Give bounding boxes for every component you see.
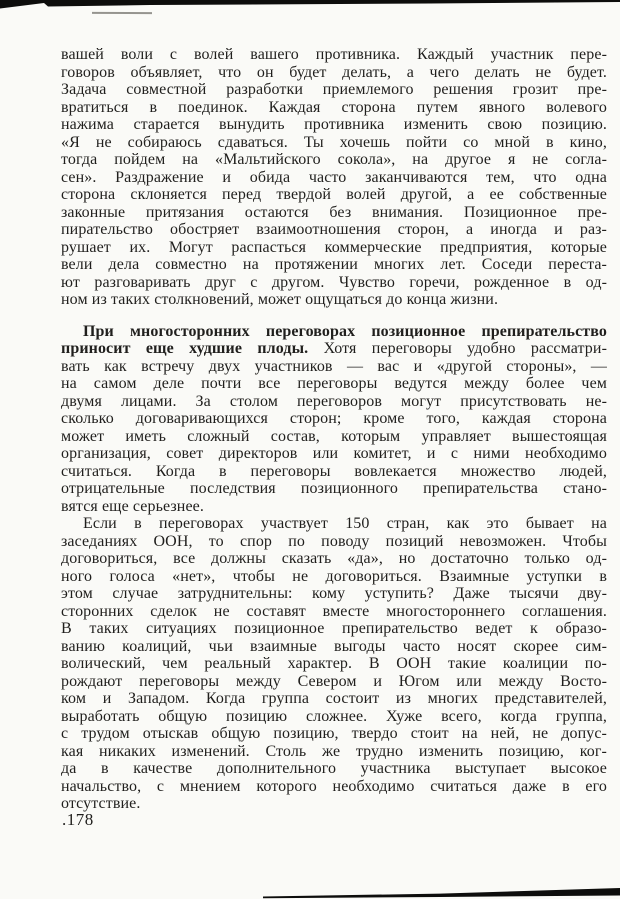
text-run: отрицательные последствия позиционного препирательства стано- [61,480,607,497]
text-run: сторона склоняется перед твердой волей другой, а ее собственные [61,186,607,203]
text-run: Хотя переговоры удобно рассматри- [308,340,607,357]
text-run: с трудом отыскав общую позицию, твердо стоит на ней, не допус- [61,725,607,742]
text-line [61,64,607,82]
text-line [61,99,607,117]
page-number: .178 [62,810,94,829]
paragraph [61,515,607,813]
text-block [61,46,607,813]
text-run: заседаниях ООН, то спор по поводу позиций невозможен. Чтобы [61,532,607,550]
text-line [61,340,607,358]
text-run: «Я не собираюсь сдаваться. Ты хочешь пойти со мной в кино, [61,133,607,151]
text-line [61,620,607,638]
text-line [61,603,607,621]
text-line [61,274,607,292]
text-run: говоров объявляет, что он будет делать, а чего делать не будет. [61,63,607,81]
text-line [61,655,607,673]
paragraph [61,323,607,516]
text-run: ном из таких столкновений, может ощущаться до конца жизни. [61,291,499,308]
text-line [61,778,607,796]
text-run: ют разговаривать друг с другом. Чувство горечи, рожденное в од- [61,273,607,291]
text-run: считаться. Когда в переговоры вовлекается множество людей, [61,462,607,480]
text-run: на самом деле почти все переговоры ведутся между более чем [61,375,607,392]
text-run: может иметь сложный состав, которым управляет вышестоящая [61,427,607,445]
text-run: ного голоса «нет», чтобы не договориться. Взаимные уступки в [61,567,607,585]
text-run: рождают переговоры между Севером и Югом или между Восто- [61,672,607,690]
text-line [61,358,607,376]
text-run: тогда пойдем на «Мальтийского сокола», на другое я не согла- [61,151,607,168]
text-line [61,134,607,152]
text-line [61,81,607,99]
text-run: рушает их. Могут распасться коммерческие предприятия, которые [61,238,607,256]
paragraph [61,46,607,309]
text-line [61,375,607,393]
text-run: вятся еще серьезнее. [61,497,204,515]
text-run: кая никаких изменений. Столь же трудно изменить позицию, ког- [61,742,607,760]
text-line [61,256,607,274]
text-line [61,498,607,516]
text-run: Если в переговорах участвует 150 стран, как это бывает на [83,515,607,532]
text-line [61,760,607,778]
text-line [61,239,607,257]
text-run: организация, совет директоров или комитет, и с ними необходимо [61,445,607,462]
text-run: вратиться в поединок. Каждая сторона путем явного волевого [61,98,607,116]
text-line [61,186,607,204]
text-run: законные притязания остаются без внимания. Позиционное пре- [61,203,607,221]
text-line [61,585,607,603]
text-run: Задача совместной разработки приемлемого решения грозит пре- [61,81,607,98]
text-line [61,550,607,568]
text-line [61,204,607,222]
text-line [61,515,607,533]
text-line [61,708,607,726]
text-line [61,480,607,498]
text-line [61,116,607,134]
text-line [61,393,607,411]
text-run: ванию коалиций, чьи взаимные выгоды часто носят скорее сим- [61,637,607,655]
text-line [61,673,607,691]
text-run: ком и Западом. Когда группа состоит из многих представителей, [61,690,607,707]
text-line [61,221,607,239]
text-run: начальство, с мнением которого необходимо считаться даже в его [61,777,607,795]
scan-artifact-top-dash [92,12,152,14]
text-line [61,445,607,463]
text-run: вели дела совместно на протяжении многих лет. Соседи переста- [61,256,607,273]
text-run: двумя лицами. За столом переговоров могут присутствовать не- [61,392,607,410]
text-run: этом случае затруднительны: кому уступить? Даже тысячи дву- [61,585,607,602]
text-line [61,428,607,446]
text-line [61,743,607,761]
text-run: пирательство обостряет взаимоотношения сторон, а иногда и раз- [61,221,607,238]
text-run: да в качестве дополнительного участника выступает высокое [61,760,607,777]
scan-artifact-bottom-edge [0,886,620,899]
text-line [61,323,607,341]
text-run: сторонних сделок не составят вместе многостороннего соглашения. [61,602,607,620]
text-run: сен». Раздражение и обида часто заканчиваются тем, что одна [61,168,607,186]
text-line [61,638,607,656]
bold-text-run: При многосторонних переговорах позиционное препирательство [83,322,607,340]
text-line [61,291,607,309]
text-line [61,169,607,187]
text-line [61,410,607,428]
scan-artifact-top-edge [0,0,620,10]
text-run: отсутствие. [61,795,141,812]
text-line [61,725,607,743]
text-line [61,46,607,64]
text-line [61,568,607,586]
text-line [61,463,607,481]
text-run: выработать общую позицию сложнее. Хуже всего, когда группа, [61,707,607,725]
text-line [61,151,607,169]
text-run: В таких ситуациях позиционное препирательство ведет к образо- [61,620,607,637]
text-line [61,533,607,551]
text-line [61,690,607,708]
text-run: вашей воли с волей вашего противника. Каждый участник пере- [61,46,607,63]
text-run: договориться, все должны сказать «да», но достаточно только од- [61,550,607,567]
text-line [61,795,607,813]
text-run: нажима старается вынудить противника изменить свою позицию. [61,116,607,133]
bold-text-run: приносит еще худшие плоды. [61,340,309,357]
text-run: сколько договаривающихся сторон; кроме того, каждая сторона [61,410,607,427]
text-run: вать как встречу двух участников — вас и «другой стороны», — [61,357,607,375]
text-run: волический, чем реальный характер. В ООН такие коалиции по- [61,655,607,672]
